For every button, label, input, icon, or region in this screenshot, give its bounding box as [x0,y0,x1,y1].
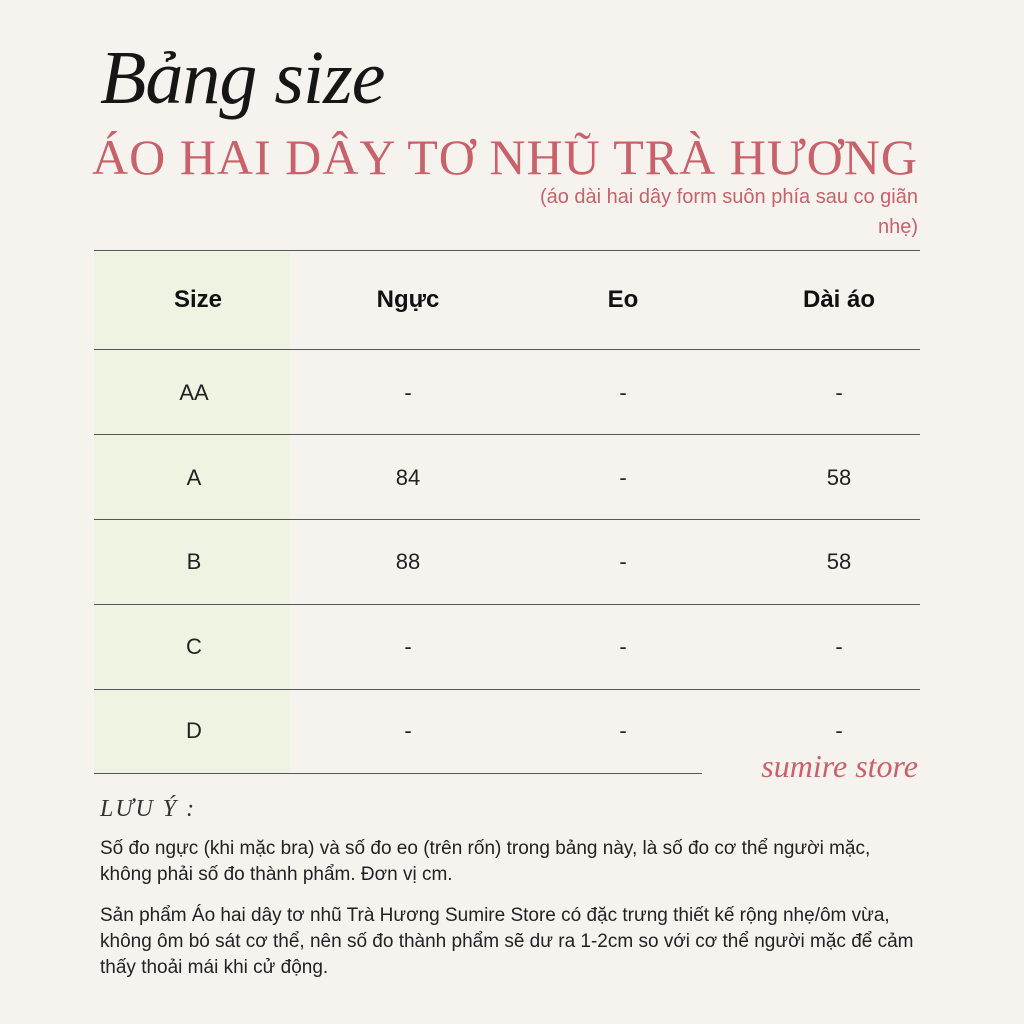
waist-cell: - [619,380,627,405]
row-divider [94,689,920,690]
row-divider [94,434,920,435]
size-column-highlight [94,252,290,774]
row-divider [94,604,920,605]
row-divider [94,349,920,350]
page-title: Bảng size [100,36,385,120]
column-header-length: Dài áo [802,286,876,313]
column-header-waist: Eo [607,286,639,313]
size-cell: A [186,465,202,490]
size-cell: C [186,634,202,659]
chest-cell: 84 [395,465,421,490]
note-paragraph: Số đo ngực (khi mặc bra) và số đo eo (trên rốn) trong bảng này, là số đo cơ thể người mặc, không phải số đo thành phẩm. Đơn vị cm. [100,838,871,885]
size-cell: B [186,549,202,574]
length-cell: 58 [826,465,852,490]
waist-cell: - [619,465,627,490]
notes-title: LƯU Ý : [100,796,197,822]
product-name: ÁO HAI DÂY TƠ NHŨ TRÀ HƯƠNG [92,129,918,185]
brand-signature: sumire store [761,748,918,784]
column-header-size: Size [173,286,223,313]
table-top-rule [94,250,920,251]
product-description: (áo dài hai dây form suôn phía sau co giãn nhẹ) [539,186,918,238]
length-cell: - [835,634,843,659]
table-bottom-rule [94,773,702,774]
chest-cell: - [404,718,412,743]
chest-cell: - [404,380,412,405]
waist-cell: - [619,718,627,743]
waist-cell: - [619,634,627,659]
note-paragraph: Sản phẩm Áo hai dây tơ nhũ Trà Hương Sumire Store có đặc trưng thiết kế rộng nhẹ/ôm vừa, không ôm bó sát cơ thể, nên số đo thành phẩm sẽ dư ra 1-2cm so với cơ thể người mặc để cảm thấy thoải mái khi cử động. [100,905,914,978]
column-header-chest: Ngực [376,286,440,313]
waist-cell: - [619,549,627,574]
chest-cell: - [404,634,412,659]
size-cell: D [186,718,202,743]
length-cell: - [835,718,843,743]
row-divider [94,519,920,520]
length-cell: - [835,380,843,405]
size-cell: AA [179,380,209,405]
length-cell: 58 [826,549,852,574]
chest-cell: 88 [395,549,421,574]
